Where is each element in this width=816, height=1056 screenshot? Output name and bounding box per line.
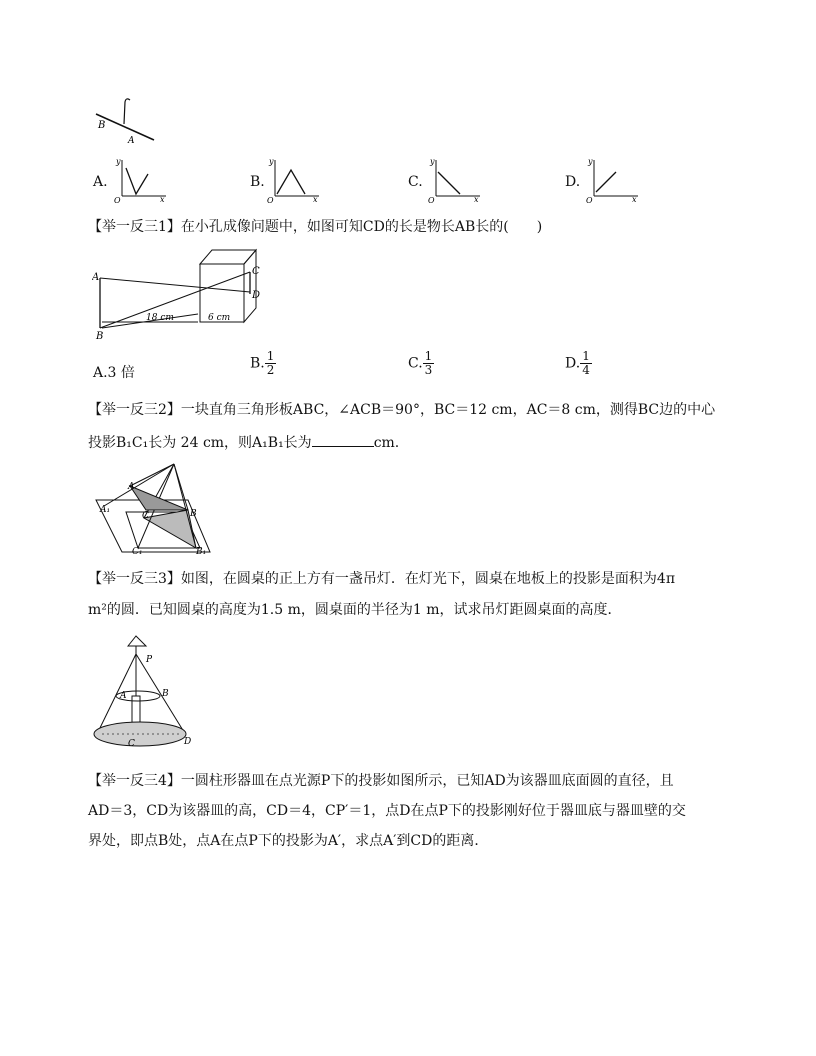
q2-fig-label-a1: A₁ [100, 505, 111, 515]
q2-fig-label-b: B [190, 509, 197, 519]
q0-graph-d [582, 156, 642, 204]
q0-graph-b [263, 156, 323, 204]
q3-line1: 【举一反三3】如图，在圆桌的正上方有一盏吊灯．在灯光下，圆桌在地板上的投影是面积为4π [88, 571, 676, 587]
top-line-figure [92, 96, 162, 148]
q3-line2: m²的圆．已知圆桌的高度为1.5 m，圆桌面的半径为1 m，试求吊灯距圆桌面的高度． [88, 602, 622, 618]
q4-line3: 界处，即点B处，点A在点P下的投影为A′，求点A′到CD的距离． [88, 833, 489, 849]
q1-text: 在小孔成像问题中，如图可知CD的长是物长AB长的( ) [180, 219, 543, 235]
q3-fig-label-b: B [162, 689, 169, 699]
q2-fig-label-c1: C₁ [132, 547, 143, 556]
q3-fig-label-a: A [120, 691, 127, 701]
q3-fig-label-p: P [146, 655, 153, 665]
q1-option-b[interactable]: B. $\frac{1}{2}$ [250, 349, 275, 377]
q1-option-c-fraction: $\frac{1}{3}$ [424, 349, 433, 377]
q0-option-c[interactable] [408, 174, 423, 190]
svg-text:y: y [588, 157, 593, 166]
q1-option-b-fraction: $\frac{1}{2}$ [266, 349, 275, 377]
q1-fig-dist2: 6 cm [208, 313, 231, 323]
q0-option-c-label: C. [408, 174, 423, 190]
q3-fig-label-c: C [128, 739, 135, 749]
q1-option-d-fraction: $\frac{1}{4}$ [582, 349, 590, 377]
q2-bracket: 【举一反三2】 [88, 402, 181, 418]
svg-text:x: x [474, 195, 479, 204]
q0-option-b-label: B. [250, 174, 265, 190]
svg-text:O: O [586, 196, 593, 204]
q1-question [88, 216, 542, 238]
svg-text:O: O [114, 196, 121, 204]
q1-fig-label-d: D [252, 290, 261, 301]
q1-fig-dist1: 18 cm [146, 313, 174, 323]
q3-bracket: 【举一反三3】 [88, 571, 181, 587]
svg-text:O: O [267, 196, 274, 204]
q1-bracket: 【举一反三1】 [88, 219, 181, 235]
q2-projection-figure [92, 460, 216, 556]
top-label-b: B [98, 120, 106, 131]
svg-text:x: x [632, 195, 637, 204]
q2-fig-label-b1: B₁ [196, 547, 207, 556]
q1-pinhole-figure [92, 244, 268, 340]
q0-option-d[interactable] [565, 174, 580, 190]
q2-answer-blank[interactable] [312, 432, 374, 447]
q1-option-a[interactable]: A.3 倍 [93, 365, 135, 381]
q1-fig-label-b: B [96, 331, 104, 340]
q0-option-d-label: D. [565, 174, 581, 190]
q0-graph-c [424, 156, 484, 204]
q0-graph-a [110, 156, 170, 204]
q1-fig-label-c: C [252, 266, 260, 277]
q4-bracket: 【举一反三4】 [88, 773, 181, 789]
q4-line2: AD＝3，CD为该器皿的高，CD＝4，CP′＝1，点D在点P下的投影刚好位于器皿底与器皿壁的交 [88, 803, 686, 819]
svg-text:y: y [116, 157, 121, 166]
q3-fig-label-d: D [184, 737, 192, 747]
q1-option-c[interactable]: C. $\frac{1}{3}$ [408, 349, 433, 377]
q2-fig-label-c: C [142, 511, 149, 521]
svg-text:y: y [269, 157, 274, 166]
q2-fig-label-a: A [128, 482, 135, 492]
top-label-a: A [128, 136, 135, 146]
q3-lamp-figure [92, 632, 196, 754]
q2-line2: 投影B₁C₁长为 24 cm，则A₁B₁长为 cm. [88, 432, 399, 454]
q4-line1: 【举一反三4】一圆柱形器皿在点光源P下的投影如图所示，已知AD为该器皿底面圆的直径，且 [88, 773, 674, 789]
svg-text:x: x [313, 195, 318, 204]
q1-option-d[interactable]: D. $\frac{1}{4}$ [565, 349, 590, 377]
q1-fig-label-a: A [92, 272, 100, 283]
q0-option-a[interactable] [93, 174, 108, 190]
svg-text:x: x [160, 195, 165, 204]
svg-text:y: y [430, 157, 435, 166]
svg-text:O: O [428, 196, 435, 204]
q2-line1: 【举一反三2】一块直角三角形板ABC，∠ACB＝90°，BC＝12 cm，AC＝8 cm，测得BC边的中心 [88, 402, 716, 418]
q0-option-a-label: A. [93, 174, 108, 190]
